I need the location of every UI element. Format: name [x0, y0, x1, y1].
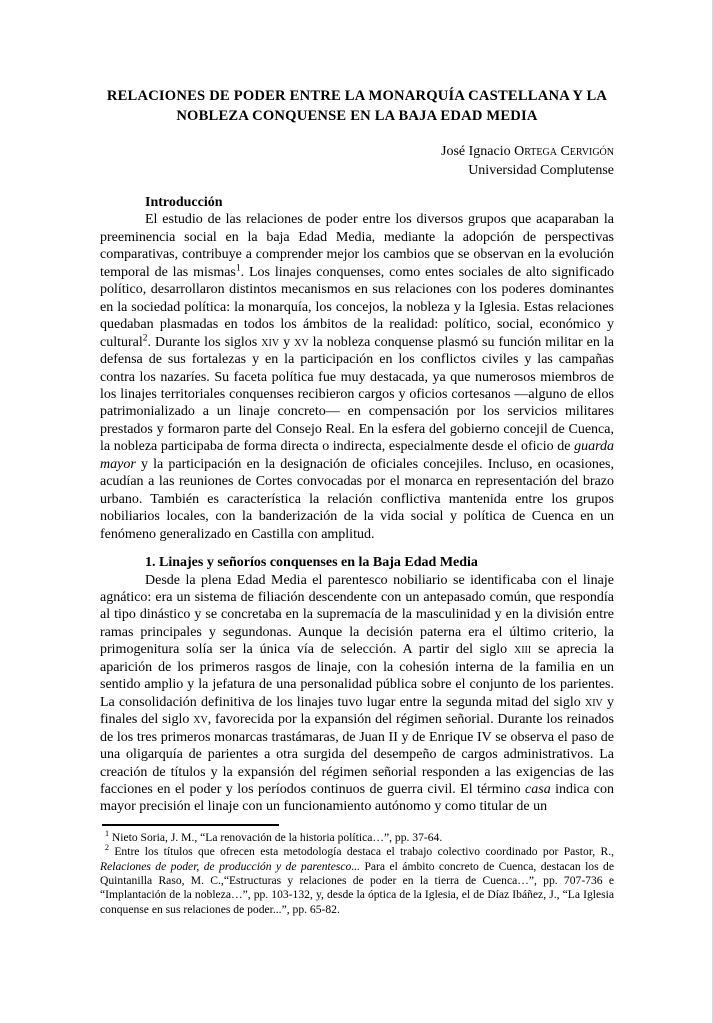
section-heading: Introducción	[145, 195, 223, 210]
paper-title	[100, 86, 614, 126]
text-run: y	[279, 334, 295, 350]
body-paragraph	[100, 211, 614, 543]
paper-title-line: RELACIONES DE PODER ENTRE LA MONARQUÍA CASTELLANA Y LA	[106, 88, 608, 104]
text-run: . Los linajes conquenses, como entes sociales de alto significado político, desarrollaron distintos mecanismos en sus relaciones con los poderes dominantes en la sociedad política: la monarquía, los concejos, la nobleza y la Iglesia. Estas relaciones quedaban plasmadas en todos los ámbitos de la realidad: político, social, económico y cultural	[100, 264, 614, 350]
author-line	[100, 143, 614, 162]
text-run: se aprecia la aparición de los primeros rasgos de linaje, con la cohesión interna de la familia en un sentido amplio y la jefatura de una personalidad pública sobre el conjunto de los parientes. La consolidación definitiva de los linajes tuvo lugar entre la segunda mitad del siglo	[100, 642, 614, 710]
footnote-ref: 1	[235, 263, 241, 274]
text-run: xiii	[514, 642, 532, 658]
text-run: xv	[294, 334, 309, 350]
text-run: El estudio de las relaciones de poder entre los diversos grupos que acaparaban la preeminencia social en la baja Edad Media, mediante la adopción de perspectivas comparativas, contribuye a comprender mejor los cambios que se observan en la evolución temporal de las mismas	[100, 212, 614, 280]
text-run: José Ignacio	[441, 144, 515, 159]
text-run: . Durante los siglos	[147, 334, 262, 350]
text-run: , favorecida por la expansión del régimen señorial. Durante los reinados de los tres primeros monarcas trastámaras, de Juan II y de Enrique IV se observa el paso de una oligarquía de parientes a otra surgida del desempeño de cargos administrativos. La creación de títulos y la expansión del régimen señorial responden a las exigencias de las facciones en el poder y los períodos continuos de guerra civil. El término	[100, 712, 615, 797]
affiliation: Universidad Complutense	[468, 162, 614, 178]
text-run: Relaciones de poder, de producción y de parentesco...	[100, 859, 361, 873]
text-run: Entre los títulos que ofrecen esta metodología destaca el trabajo colectivo coordinado por Pastor, R.,	[109, 845, 614, 859]
footnote-ref: 2	[142, 332, 148, 343]
footnotes-block	[100, 824, 614, 917]
text-run: y finales del siglo	[100, 694, 614, 728]
text-run: indica con mayor precisión el linaje con un funcionamiento autónomo y como titular de un	[100, 781, 614, 815]
text-run: Desde la plena Edad Media el parentesco nobiliario se identificaba con el linaje agnático: era un sistema de filiación descendente con un antepasado común, que respondía al tipo dinástico y se concretaba en la supremacía de la masculinidad y en la división entre ramas principales y segundonas. Aunque la decisión paterna era el último criterio, la primogenitura solía ser la única vía de selección. A partir del siglo	[100, 572, 614, 658]
text-run: xv	[193, 712, 208, 728]
text-run: Ortega Cervigón	[514, 144, 614, 159]
text-run: casa	[525, 781, 551, 797]
body-paragraph	[100, 572, 614, 816]
section-heading: 1. Linajes y señoríos conquenses en la Baja Edad Media	[145, 555, 478, 571]
footnotes-container	[100, 831, 614, 917]
text-run: xiv	[585, 694, 603, 710]
footnote	[100, 831, 614, 845]
text-run: la nobleza conquense plasmó su función militar en la defensa de sus fortalezas y en la participación en los conflictos civiles y las campañas contra los nazaríes. Su faceta política fue muy destacada, ya que numerosos miembros de los linajes territoriales conquenses recibieron cargos y oficios cortesanos —alguno de ellos patrimonializado a un linaje concreto— en compensación por los servicios militares prestados y formaron parte del Consejo Real. En la esfera del gobierno concejil de Cuenca, la nobleza participaba de forma directa o indirecta, especialmente desde el oficio de	[100, 334, 615, 455]
footnote-number: 2	[105, 843, 109, 853]
footnote	[100, 845, 614, 917]
footnote-separator	[102, 824, 279, 826]
text-run: y la participación en la designación de oficiales concejiles. Incluso, en ocasiones, acudían a las reuniones de Cortes convocadas por el monarca en representación del brazo urbano. También es característica la relación conflictiva mantenida entre los grupos nobiliarios locales, con la banderización de la vida social y política de Cuenca en un fenómeno generalizado en Castilla con amplitud.	[100, 456, 614, 542]
text-run: guarda mayor	[100, 439, 614, 472]
text-run: xiv	[261, 334, 280, 350]
footnote-number: 1	[105, 829, 109, 838]
text-run: Nieto Soria, J. M., “La renovación de la historia política…”, pp. 37-64.	[109, 830, 443, 844]
sections-container	[100, 194, 614, 816]
text-run: Para el ámbito concreto de Cuenca, destacan los de Quintanilla Raso, M. C.,“Estructuras y relaciones de poder en la tierra de Cuenca…”, pp. 707-736 e “Implantación de la nobleza…”, pp. 103-132, y, desde la óptica de la Iglesia, el de Díaz Ibáñez, J., “La Iglesia conquense en sus relaciones de poder...”, pp. 65-82.	[100, 859, 614, 916]
paper-title-line: NOBLEZA CONQUENSE EN LA BAJA EDAD MEDIA	[176, 108, 538, 124]
author-block	[100, 143, 614, 180]
